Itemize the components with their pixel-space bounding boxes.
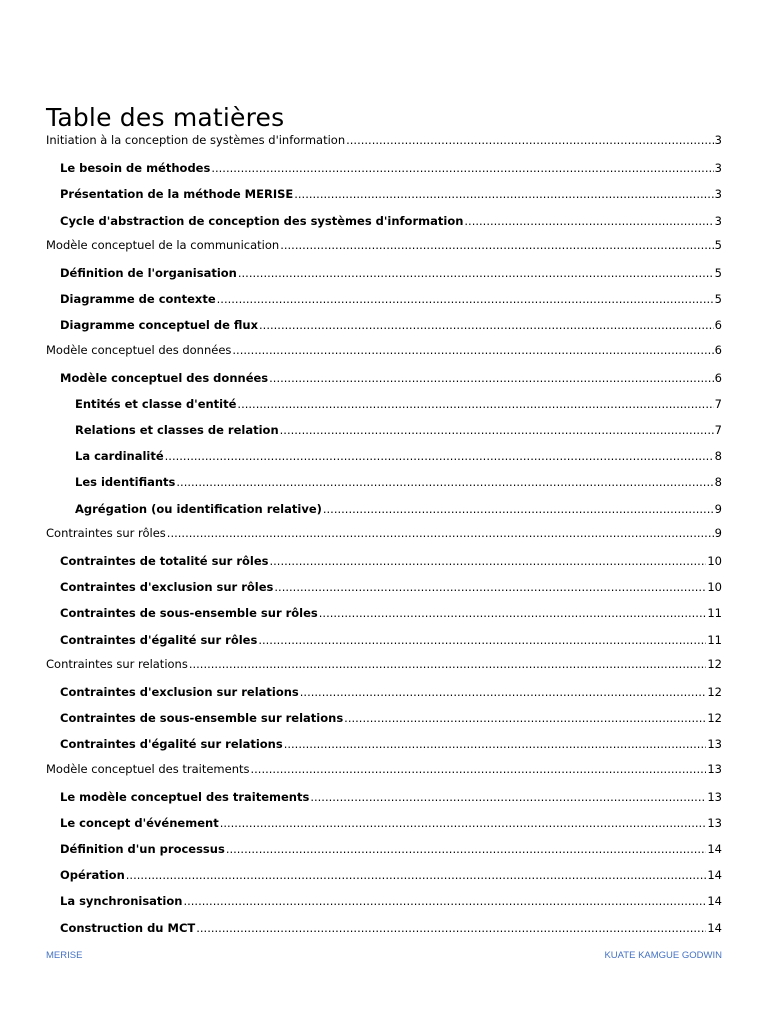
toc-entry-label[interactable]: La cardinalité xyxy=(75,449,164,464)
toc-page-number[interactable]: 13 xyxy=(707,815,722,830)
toc-page-number[interactable]: 5 xyxy=(714,265,722,280)
toc-dot-leader xyxy=(176,475,713,489)
toc-dot-leader xyxy=(226,842,707,856)
toc-dot-leader xyxy=(196,921,706,935)
toc-entry-label[interactable]: Les identifiants xyxy=(75,475,176,490)
toc-entry-label[interactable]: Modèle conceptuel des traitements xyxy=(46,761,250,776)
toc-entry[interactable] xyxy=(0,761,768,787)
toc-dot-leader xyxy=(167,526,714,540)
toc-dot-leader xyxy=(211,161,713,175)
page-title: Table des matières xyxy=(46,103,285,132)
toc-dot-leader xyxy=(237,397,713,411)
toc-dot-leader xyxy=(269,371,714,385)
toc-dot-leader xyxy=(220,816,707,830)
toc-page-number[interactable]: 11 xyxy=(707,632,722,647)
toc-page-number[interactable]: 14 xyxy=(707,920,722,935)
toc-dot-leader xyxy=(232,343,713,357)
toc-entry-label[interactable]: Contraintes de totalité sur rôles xyxy=(60,554,269,568)
page-footer xyxy=(46,950,722,961)
toc-entry[interactable] xyxy=(0,211,768,237)
toc-entry[interactable] xyxy=(0,577,768,603)
toc-entry-label[interactable]: Contraintes sur rôles xyxy=(46,525,166,540)
toc-entry[interactable] xyxy=(0,603,768,629)
toc-page-number[interactable]: 8 xyxy=(714,475,722,490)
toc-dot-leader xyxy=(189,657,707,671)
toc-entry[interactable] xyxy=(0,551,768,577)
footer-left-text: MERISE xyxy=(46,950,83,961)
toc-dot-leader xyxy=(319,606,707,620)
toc-page-number[interactable]: 3 xyxy=(714,213,722,228)
toc-page-number[interactable]: 12 xyxy=(707,656,722,671)
toc-entry[interactable] xyxy=(0,315,768,341)
toc-page-number[interactable]: 6 xyxy=(714,318,722,333)
toc-page-number[interactable]: 8 xyxy=(714,449,722,464)
toc-dot-leader xyxy=(238,266,714,280)
toc-entry-label[interactable]: Initiation à la conception de systèmes d'information xyxy=(46,133,346,147)
toc-entry-label[interactable]: Relations et classes de relation xyxy=(75,423,279,438)
toc-entry[interactable] xyxy=(0,394,768,420)
toc-entry-label[interactable]: Contraintes d'exclusion sur relations xyxy=(60,684,299,699)
toc-entry[interactable] xyxy=(0,734,768,760)
toc-entry[interactable] xyxy=(0,656,768,682)
toc-entry[interactable] xyxy=(0,446,768,472)
toc-entry[interactable] xyxy=(0,420,768,446)
toc-page-number[interactable]: 5 xyxy=(714,292,722,307)
toc-page-number[interactable]: 13 xyxy=(707,761,722,776)
toc-entry-label[interactable]: Contraintes de sous-ensemble sur relations xyxy=(60,711,344,726)
toc-page-number[interactable]: 7 xyxy=(714,396,722,411)
toc-dot-leader xyxy=(294,187,713,201)
toc-entry-label[interactable]: Contraintes de sous-ensemble sur rôles xyxy=(60,606,318,621)
toc-page-number[interactable]: 3 xyxy=(714,161,722,176)
toc-page-number[interactable]: 9 xyxy=(714,501,722,516)
toc-page-number[interactable]: 14 xyxy=(707,894,722,909)
toc-entry[interactable] xyxy=(0,891,768,917)
toc-entry-label[interactable]: Modèle conceptuel des données xyxy=(46,342,232,357)
toc-dot-leader xyxy=(259,318,714,332)
toc-entry[interactable] xyxy=(0,630,768,656)
toc-entry[interactable] xyxy=(0,237,768,263)
toc-dot-leader xyxy=(284,737,707,751)
toc-dot-leader xyxy=(126,868,707,882)
toc-dot-leader xyxy=(464,214,713,228)
toc-dot-leader xyxy=(165,449,714,463)
toc-entry[interactable] xyxy=(0,682,768,708)
toc-entry-label[interactable]: Opération xyxy=(60,868,125,883)
toc-entry[interactable] xyxy=(0,263,768,289)
toc-dot-leader xyxy=(280,238,713,252)
table-of-contents xyxy=(0,132,768,944)
toc-entry-label[interactable]: Le modèle conceptuel des traitements xyxy=(60,789,310,804)
toc-page-number[interactable]: 5 xyxy=(714,237,722,252)
toc-entry[interactable] xyxy=(0,813,768,839)
toc-page-number[interactable]: 3 xyxy=(714,187,722,202)
toc-page-number[interactable]: 13 xyxy=(707,737,722,752)
toc-entry[interactable] xyxy=(0,472,768,498)
toc-page-number[interactable]: 13 xyxy=(707,789,722,804)
toc-entry[interactable] xyxy=(0,368,768,394)
toc-entry-label[interactable]: Modèle conceptuel des données xyxy=(60,370,269,385)
toc-entry-label[interactable]: Cycle d'abstraction de conception des systèmes d'information xyxy=(60,213,464,228)
toc-entry-label[interactable]: Définition de l'organisation xyxy=(60,265,237,280)
toc-page-number[interactable]: 12 xyxy=(707,711,722,726)
toc-page-number[interactable]: 12 xyxy=(707,684,722,699)
toc-entry[interactable] xyxy=(0,525,768,551)
toc-entry-label[interactable]: Présentation de la méthode MERISE xyxy=(60,187,294,202)
toc-entry[interactable] xyxy=(0,184,768,210)
toc-entry-label[interactable]: Contraintes d'exclusion sur rôles xyxy=(60,580,274,595)
toc-entry[interactable] xyxy=(0,839,768,865)
toc-entry[interactable] xyxy=(0,499,768,525)
toc-dot-leader xyxy=(300,685,707,699)
footer-right-text: KUATE KAMGUE GODWIN xyxy=(604,950,722,961)
toc-page-number[interactable]: 6 xyxy=(714,370,722,385)
toc-dot-leader xyxy=(344,711,706,725)
toc-entry-label[interactable]: La synchronisation xyxy=(60,894,183,909)
toc-entry-label[interactable]: Diagramme conceptuel de flux xyxy=(60,318,259,333)
toc-dot-leader xyxy=(323,502,714,516)
toc-page-number[interactable]: 14 xyxy=(707,842,722,857)
toc-dot-leader xyxy=(250,762,706,776)
toc-page-number[interactable]: 10 xyxy=(707,580,722,595)
toc-page-number[interactable]: 10 xyxy=(707,554,722,568)
toc-entry[interactable] xyxy=(0,289,768,315)
toc-entry[interactable] xyxy=(0,158,768,184)
toc-page-number[interactable]: 14 xyxy=(707,868,722,883)
toc-entry[interactable] xyxy=(0,342,768,368)
toc-page-number[interactable]: 11 xyxy=(707,606,722,621)
toc-dot-leader xyxy=(217,292,714,306)
toc-entry[interactable] xyxy=(0,132,768,158)
toc-dot-leader xyxy=(280,423,714,437)
toc-entry-label[interactable]: Définition d'un processus xyxy=(60,842,225,857)
toc-dot-leader xyxy=(258,633,706,647)
toc-dot-leader xyxy=(183,894,706,908)
toc-entry-label[interactable]: Contraintes d'égalité sur relations xyxy=(60,737,283,752)
toc-entry-label[interactable]: Entités et classe d'entité xyxy=(75,396,237,411)
toc-entry-label[interactable]: Modèle conceptuel de la communication xyxy=(46,237,280,252)
toc-entry-label[interactable]: Diagramme de contexte xyxy=(60,292,216,307)
toc-entry-label[interactable]: Le concept d'événement xyxy=(60,815,219,830)
toc-dot-leader xyxy=(269,554,706,568)
toc-entry[interactable] xyxy=(0,865,768,891)
toc-dot-leader xyxy=(274,580,706,594)
toc-entry-label[interactable]: Contraintes sur relations xyxy=(46,656,188,671)
toc-dot-leader xyxy=(310,790,706,804)
toc-entry-label[interactable]: Agrégation (ou identification relative) xyxy=(75,501,322,516)
toc-page-number[interactable]: 6 xyxy=(714,342,722,357)
toc-page-number[interactable]: 9 xyxy=(714,525,722,540)
toc-entry-label[interactable]: Contraintes d'égalité sur rôles xyxy=(60,632,258,647)
toc-entry-label[interactable]: Le besoin de méthodes xyxy=(60,161,211,176)
toc-dot-leader xyxy=(346,133,714,147)
toc-entry-label[interactable]: Construction du MCT xyxy=(60,920,196,935)
toc-entry[interactable] xyxy=(0,787,768,813)
toc-entry[interactable] xyxy=(0,918,768,944)
toc-entry[interactable] xyxy=(0,708,768,734)
toc-page-number[interactable]: 7 xyxy=(714,423,722,438)
toc-page-number[interactable]: 3 xyxy=(714,133,722,147)
